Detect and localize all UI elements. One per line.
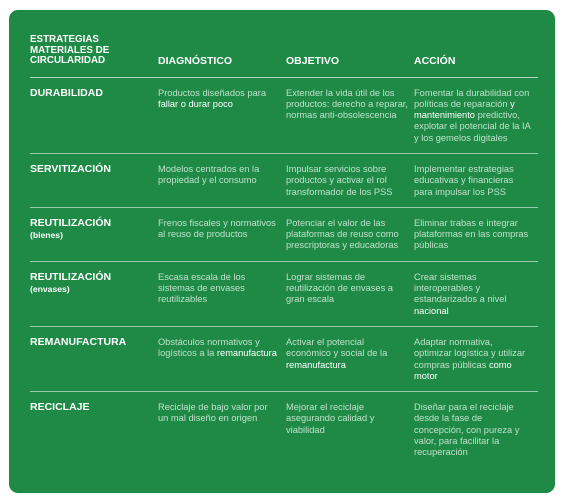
action-text: Crear sistemas interoperables y estandarizados a nivel — [414, 271, 507, 305]
action-highlight: como motor — [414, 359, 512, 381]
table-row — [30, 326, 538, 391]
header-category: ESTRATEGIAS MATERIALES DE CIRCULARIDAD — [30, 35, 158, 77]
category-cell — [30, 326, 158, 391]
table-row — [30, 207, 538, 261]
action-cell — [414, 392, 538, 468]
category-sublabel: (bienes) — [30, 229, 63, 240]
category-cell — [30, 77, 158, 153]
objective-text: Potenciar el valor de las plataformas de reuso como prescriptoras y educadoras — [286, 217, 399, 251]
category-label: DURABILIDAD — [30, 86, 103, 99]
diagnostic-cell — [158, 261, 286, 326]
category-sublabel: (envases) — [30, 283, 70, 294]
action-text: Adaptar normativa, optimizar logística y utilizar compras públicas — [414, 336, 526, 370]
header-objective: OBJETIVO — [286, 35, 414, 77]
objective-text: Extender la vida útil de los productos: derecho a reparar, normas anti-obsolescencia — [286, 87, 408, 121]
category-label: REMANUFACTURA — [30, 335, 127, 348]
objective-cell — [286, 392, 414, 468]
objective-cell — [286, 77, 414, 153]
diagnostic-cell — [158, 392, 286, 468]
strategy-matrix-table — [30, 35, 538, 468]
diagnostic-text: Productos diseñados para — [158, 87, 267, 98]
action-text-tail: predictivo, explotar el potencial de la IA y los gemelos digitales — [414, 110, 531, 143]
diagnostic-text: Modelos centrados en la propiedad y el consumo — [158, 163, 260, 186]
category-cell — [30, 392, 158, 468]
action-text: Diseñar para el reciclaje desde la fase de concepción, con pureza y valor, para facilitar la recuperación — [414, 402, 520, 458]
header-action: ACCIÓN — [414, 35, 538, 77]
action-text: Implementar estrategias educativas y financieras para impulsar los PSS — [414, 163, 514, 197]
category-cell — [30, 207, 158, 261]
diagnostic-text: Escasa escala de los sistemas de envases reutilizables — [158, 271, 246, 305]
action-cell — [414, 261, 538, 326]
objective-cell — [286, 326, 414, 391]
diagnostic-cell — [158, 326, 286, 391]
action-text: Eliminar trabas e integrar plataformas en las compras públicas — [414, 217, 529, 251]
objective-text: Mejorar el reciclaje asegurando calidad y viabilidad — [286, 402, 375, 435]
action-cell — [414, 153, 538, 207]
diagnostic-cell — [158, 77, 286, 153]
action-highlight: y mantenimiento — [414, 98, 515, 121]
category-cell — [30, 153, 158, 207]
objective-cell — [286, 261, 414, 326]
header-row — [30, 35, 538, 77]
objective-highlight: remanufactura — [286, 359, 346, 370]
diagnostic-text: Frenos fiscales y normativos al reuso de productos — [158, 217, 276, 240]
diagnostic-highlight: remanufactura — [216, 348, 277, 359]
table-row — [30, 77, 538, 153]
diagnostic-text: Obstáculos normativos y logísticos a la — [158, 336, 260, 359]
action-cell — [414, 77, 538, 153]
objective-text: Activar el potencial económico y social de la — [286, 336, 388, 359]
action-text: Fomentar la durabilidad con políticas de reparación — [414, 87, 530, 109]
header-diagnostic: DIAGNÓSTICO — [158, 35, 286, 77]
objective-cell — [286, 207, 414, 261]
objective-cell — [286, 153, 414, 207]
diagnostic-cell — [158, 153, 286, 207]
objective-text: Impulsar servicios sobre productos y activar el rol transformador de los PSS — [286, 163, 393, 197]
objective-text: Lograr sistemas de reutilización de envases a gran escala — [286, 271, 393, 305]
table-row — [30, 392, 538, 468]
category-label: SERVITIZACIÓN — [30, 162, 111, 175]
diagnostic-highlight: fallar o durar poco — [158, 98, 233, 109]
category-label: RECICLAJE — [30, 401, 90, 414]
diagnostic-text: Reciclaje de bajo valor por un mal diseño en origen — [158, 402, 268, 424]
category-label: REUTILIZACIÓN — [30, 216, 112, 229]
category-cell — [30, 261, 158, 326]
table-row — [30, 153, 538, 207]
table-row — [30, 261, 538, 326]
action-highlight: nacional — [414, 305, 449, 316]
category-label: REUTILIZACIÓN — [30, 270, 112, 283]
strategy-matrix-card — [9, 10, 555, 493]
action-cell — [414, 207, 538, 261]
diagnostic-cell — [158, 207, 286, 261]
action-cell — [414, 326, 538, 391]
